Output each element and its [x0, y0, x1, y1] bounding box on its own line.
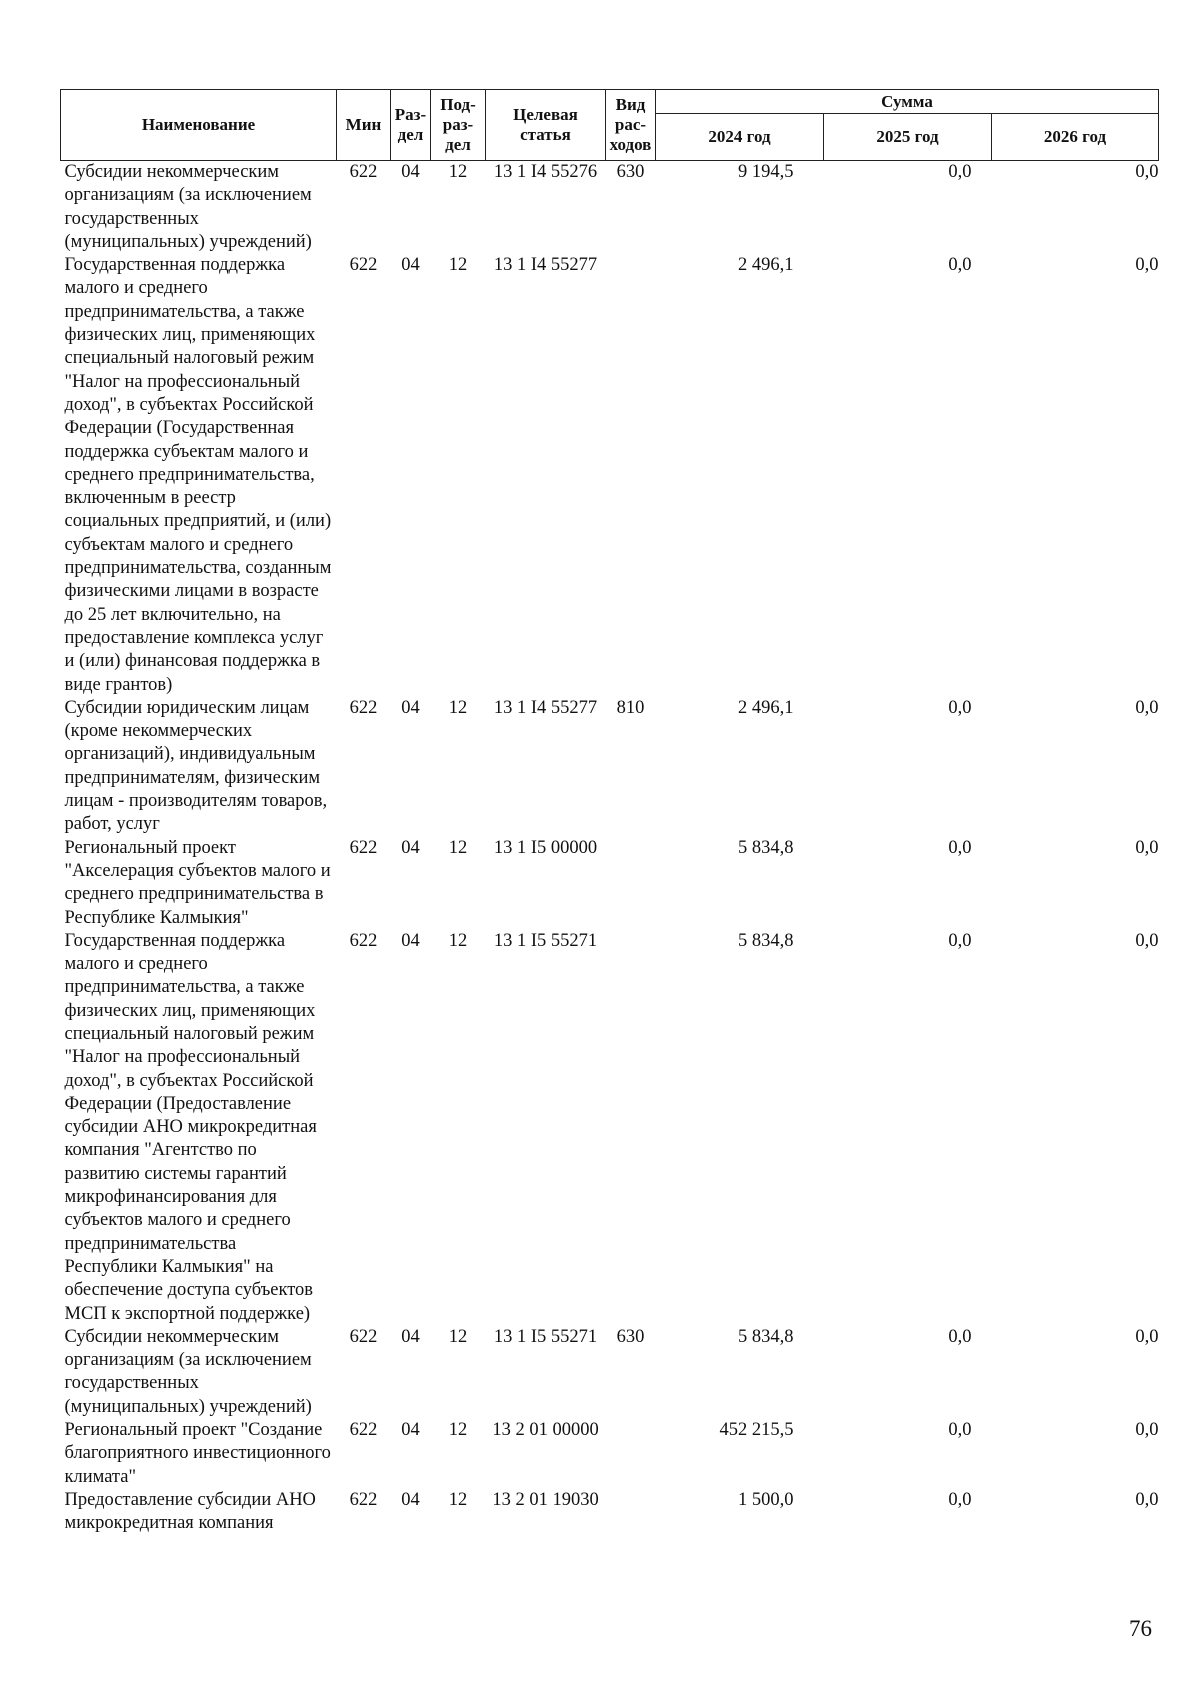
- table-row: [61, 161, 1159, 255]
- row-article: 13 1 I4 55276: [493, 162, 598, 182]
- row-razdel: 04: [401, 697, 420, 718]
- table-row: [61, 1489, 1159, 1536]
- row-vid: 630: [616, 162, 645, 182]
- row-2025: 0,0: [948, 930, 972, 951]
- row-name: Субсидии некоммерческим организациям (за исключением государственных (муниципальных) учреждений): [64, 1326, 312, 1417]
- row-vid: 810: [616, 697, 645, 718]
- row-2026: 0,0: [1135, 1326, 1159, 1347]
- row-razdel: 04: [401, 1326, 420, 1347]
- row-name: Субсидии юридическим лицам (кроме некоммерческих организаций), индивидуальным предпринимателям, физическим лицам - производителям товаров, работ, услуг: [64, 697, 328, 835]
- row-2024: 9 194,5: [738, 162, 794, 182]
- row-vid: [606, 1419, 656, 1489]
- table-row: [61, 697, 1159, 837]
- header-name: Наименование: [61, 90, 337, 161]
- header-razdel: Раз-дел: [391, 90, 431, 161]
- row-article: 13 2 01 00000: [492, 1420, 599, 1441]
- row-razdel: 04: [401, 837, 420, 858]
- row-article: 13 1 I4 55277: [493, 697, 598, 718]
- row-article: 13 2 01 19030: [492, 1489, 599, 1510]
- row-min: 622: [349, 697, 378, 718]
- row-2025: 0,0: [948, 837, 972, 858]
- row-2024: 5 834,8: [738, 930, 794, 951]
- row-vid: [606, 254, 656, 697]
- row-2025: 0,0: [948, 1326, 972, 1347]
- row-min: 622: [349, 930, 378, 951]
- header-target-article: Целевая статья: [486, 90, 606, 161]
- table-row: [61, 1326, 1159, 1419]
- row-article: 13 1 I4 55277: [493, 255, 598, 276]
- header-year-2024: 2024 год: [656, 114, 824, 161]
- row-vid: [606, 1489, 656, 1536]
- row-2025: 0,0: [948, 697, 972, 718]
- row-min: 622: [349, 1420, 378, 1441]
- row-2026: 0,0: [1135, 162, 1159, 182]
- row-2026: 0,0: [1135, 837, 1159, 858]
- row-vid: [606, 930, 656, 1326]
- row-2026: 0,0: [1135, 255, 1159, 276]
- row-vid: [606, 837, 656, 930]
- table-row: [61, 837, 1159, 930]
- row-podrazdel: 12: [448, 1326, 468, 1347]
- row-min: 622: [349, 837, 378, 858]
- row-2026: 0,0: [1135, 1489, 1159, 1510]
- row-razdel: 04: [401, 1489, 420, 1510]
- row-podrazdel: 12: [448, 162, 468, 182]
- row-article: 13 1 I5 00000: [493, 837, 598, 858]
- row-name: Субсидии некоммерческим организациям (за исключением государственных (муниципальных) учреждений): [64, 162, 312, 252]
- row-name: Государственная поддержка малого и среднего предпринимательства, а также физических лиц, применяющих специальный налоговый режим "Налог на профессиональный доход", в субъектах Российской Федерации (Государственная поддержка субъектам малого и среднего предпринимательства, включенным в реестр социальных предприятий, и (или) субъектам малого и среднего предпринимательства, созданным физическими лицами в возрасте до 25 лет включительно, на предоставление комплекса услуг и (или) финансовая поддержка в виде грантов): [64, 255, 332, 695]
- row-2024: 452 215,5: [719, 1420, 794, 1441]
- row-2024: 5 834,8: [738, 1326, 794, 1347]
- row-name: Предоставление субсидии АНО микрокредитная компания: [64, 1489, 316, 1534]
- row-2025: 0,0: [948, 255, 972, 276]
- row-vid: 630: [616, 1326, 645, 1347]
- header-year-2025: 2025 год: [824, 114, 992, 161]
- row-name: Региональный проект "Акселерация субъектов малого и среднего предпринимательства в Республике Калмыкия": [64, 837, 331, 928]
- table-header: [61, 90, 1159, 161]
- row-2024: 1 500,0: [738, 1489, 794, 1510]
- table-body: [61, 161, 1159, 1536]
- row-podrazdel: 12: [448, 255, 468, 276]
- row-podrazdel: 12: [448, 1489, 468, 1510]
- row-razdel: 04: [401, 930, 420, 951]
- row-2026: 0,0: [1135, 930, 1159, 951]
- row-2025: 0,0: [948, 162, 972, 182]
- header-podrazdel: Под-раз-дел: [431, 90, 486, 161]
- budget-table: [60, 89, 1159, 1536]
- row-article: 13 1 I5 55271: [493, 1326, 598, 1347]
- row-min: 622: [349, 162, 378, 182]
- row-min: 622: [349, 1326, 378, 1347]
- table-row: [61, 930, 1159, 1326]
- row-podrazdel: 12: [448, 697, 468, 718]
- table-row: [61, 254, 1159, 697]
- header-year-2026: 2026 год: [992, 114, 1159, 161]
- row-2025: 0,0: [948, 1420, 972, 1441]
- row-min: 622: [349, 255, 378, 276]
- page-number: 76: [1129, 1616, 1152, 1641]
- row-razdel: 04: [401, 255, 420, 276]
- header-min: Мин: [337, 90, 391, 161]
- row-podrazdel: 12: [448, 837, 468, 858]
- row-razdel: 04: [401, 162, 420, 182]
- row-min: 622: [349, 1489, 378, 1510]
- table-row: [61, 1419, 1159, 1489]
- row-name: Государственная поддержка малого и среднего предпринимательства, а также физических лиц, применяющих специальный налоговый режим "Налог на профессиональный доход", в субъектах Российской Федерации (Предоставление субсидии АНО микрокредитная компания "Агентство по развитию системы гарантий микрофинансирования для субъектов малого и среднего предпринимательства Республики Калмыкия" на обеспечение доступа субъектов МСП к экспортной поддержке): [64, 930, 317, 1324]
- row-razdel: 04: [401, 1420, 420, 1441]
- row-2024: 2 496,1: [738, 697, 794, 718]
- row-2024: 5 834,8: [738, 837, 794, 858]
- row-name: Региональный проект "Создание благоприятного инвестиционного климата": [64, 1420, 331, 1487]
- header-expense-type: Вид рас-ходов: [606, 90, 656, 161]
- row-2025: 0,0: [948, 1489, 972, 1510]
- row-podrazdel: 12: [448, 930, 468, 951]
- row-2026: 0,0: [1135, 697, 1159, 718]
- row-2026: 0,0: [1135, 1420, 1159, 1441]
- header-sum: Сумма: [656, 90, 1159, 114]
- row-podrazdel: 12: [448, 1420, 468, 1441]
- row-2024: 2 496,1: [738, 255, 794, 276]
- row-article: 13 1 I5 55271: [493, 930, 598, 951]
